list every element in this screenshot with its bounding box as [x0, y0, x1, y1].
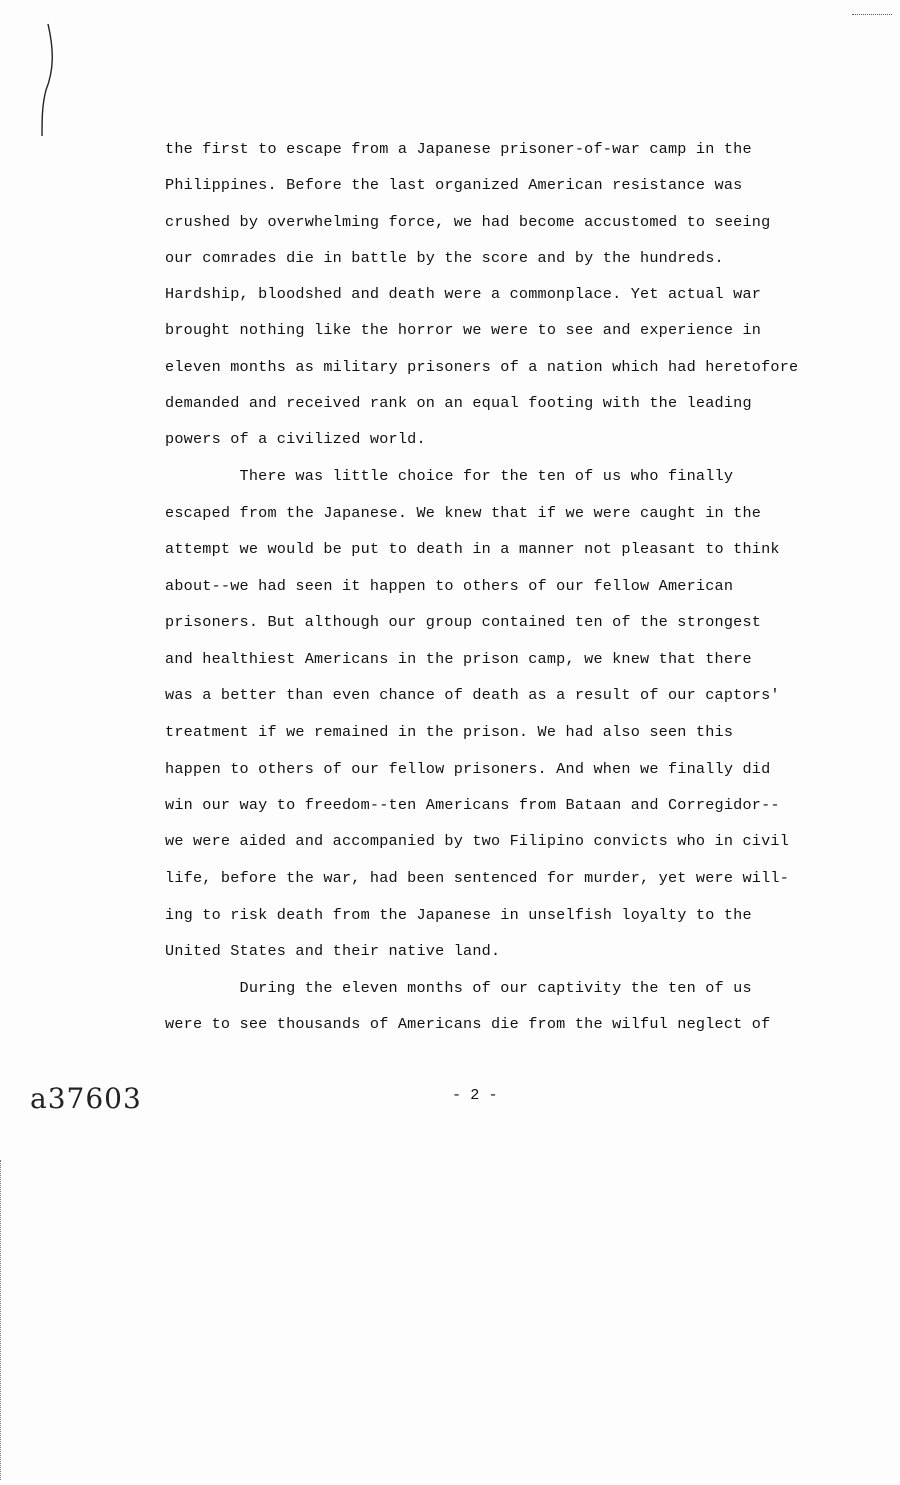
text-line: Philippines. Before the last organized American resistance was	[165, 176, 743, 194]
text-line: crushed by overwhelming force, we had become accustomed to seeing	[165, 213, 771, 231]
handwritten-note: a37603	[30, 1082, 142, 1115]
text-line: powers of a civilized world.	[165, 430, 426, 448]
text-line: escaped from the Japanese. We knew that if we were caught in the	[165, 504, 762, 522]
text-line: There was little choice for the ten of us who finally	[165, 467, 734, 485]
text-line: and healthiest Americans in the prison camp, we knew that there	[165, 650, 752, 668]
text-line: was a better than even chance of death as a result of our captors'	[165, 686, 780, 704]
bottom-left-scan-edge	[0, 1160, 3, 1480]
text-line: win our way to freedom--ten Americans from Bataan and Corregidor--	[165, 796, 780, 814]
text-line: were to see thousands of Americans die from the wilful neglect of	[165, 1015, 771, 1033]
text-line: life, before the war, had been sentenced for murder, yet were will-	[165, 869, 790, 887]
text-line: United States and their native land.	[165, 942, 501, 960]
text-line: Hardship, bloodshed and death were a commonplace. Yet actual war	[165, 285, 762, 303]
text-line: brought nothing like the horror we were to see and experience in	[165, 321, 762, 339]
text-line: treatment if we remained in the prison. We had also seen this	[165, 723, 734, 741]
text-line: the first to escape from a Japanese prisoner-of-war camp in the	[165, 140, 752, 158]
text-line: During the eleven months of our captivity the ten of us	[165, 979, 752, 997]
corner-mark	[852, 14, 892, 17]
text-line: about--we had seen it happen to others of our fellow American	[165, 577, 734, 595]
text-line: ing to risk death from the Japanese in unselfish loyalty to the	[165, 906, 752, 924]
text-line: attempt we would be put to death in a manner not pleasant to think	[165, 540, 780, 558]
text-line: demanded and received rank on an equal footing with the leading	[165, 394, 752, 412]
text-line: we were aided and accompanied by two Filipino convicts who in civil	[165, 832, 790, 850]
text-line: prisoners. But although our group contained ten of the strongest	[165, 613, 762, 631]
text-line: happen to others of our fellow prisoners. And when we finally did	[165, 760, 771, 778]
text-line: eleven months as military prisoners of a nation which had heretofore	[165, 358, 799, 376]
page-number: - 2 -	[452, 1086, 498, 1104]
text-line: our comrades die in battle by the score and by the hundreds.	[165, 249, 724, 267]
margin-pencil-mark	[36, 20, 66, 140]
